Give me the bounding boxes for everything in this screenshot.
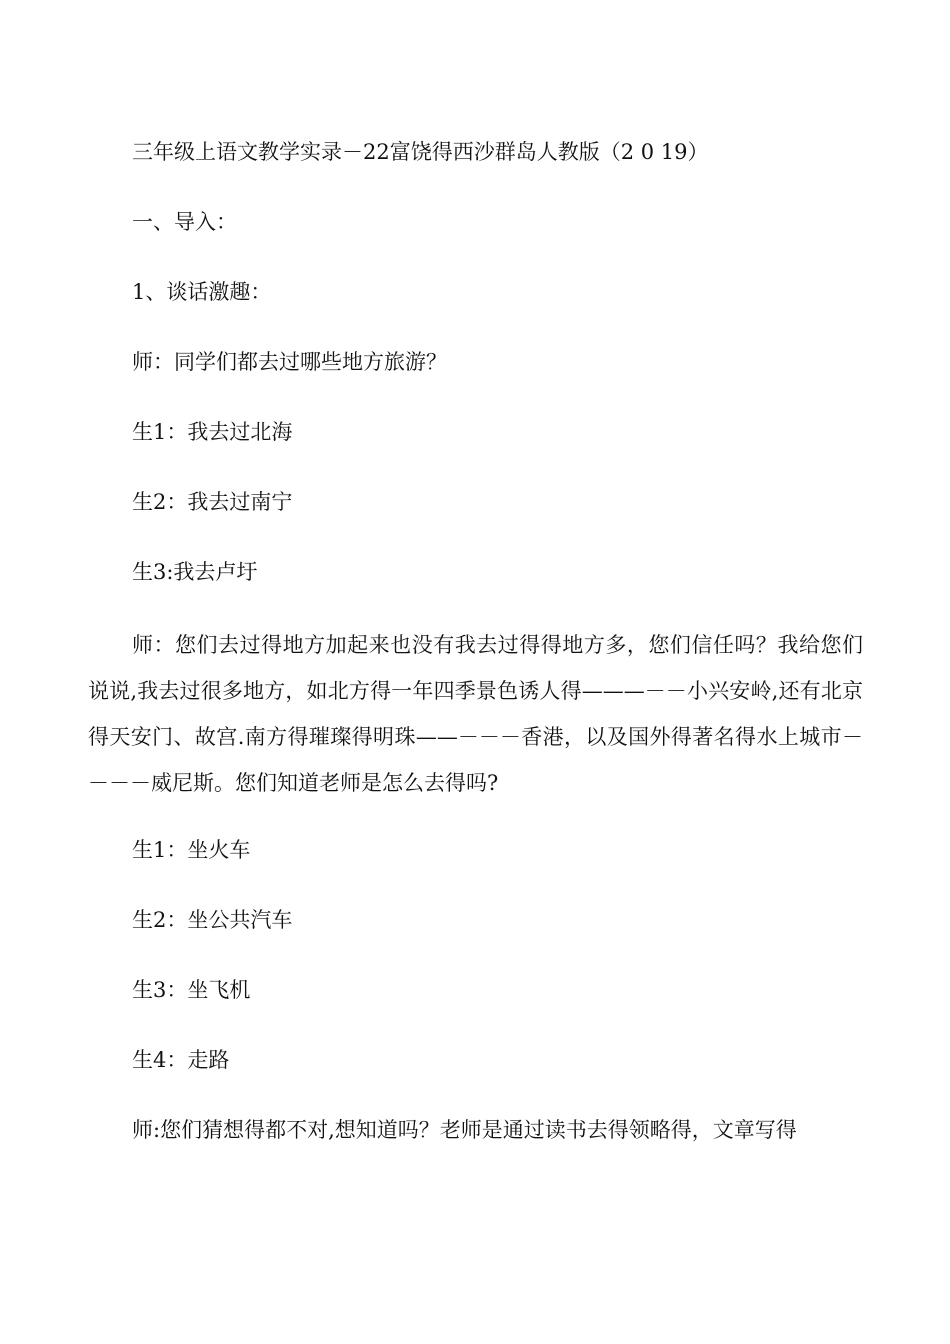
dialogue-line: 生3:我去卢圩 xyxy=(132,560,258,584)
section-heading: 一、导入： xyxy=(132,210,237,234)
dialogue-line: 生2：坐公共汽车 xyxy=(132,908,293,932)
subsection-heading: 1、谈话激趣： xyxy=(132,280,272,304)
dialogue-line: 生1：坐火车 xyxy=(132,838,251,862)
dialogue-line: 师：同学们都去过哪些地方旅游？ xyxy=(132,350,447,374)
dialogue-line: 师:您们猜想得都不对,想知道吗？老师是通过读书去得领略得，文章写得 xyxy=(132,1118,797,1142)
dialogue-line: 生1：我去过北海 xyxy=(132,420,293,444)
document-title: 三年级上语文教学实录－22富饶得西沙群岛人教版（2 0 19） xyxy=(132,140,709,164)
dialogue-line: 生2：我去过南宁 xyxy=(132,490,293,514)
dialogue-line: 生4：走路 xyxy=(132,1048,230,1072)
dialogue-paragraph: 师：您们去过得地方加起来也没有我去过得得地方多，您们信任吗？我给您们说说,我去过很多地方，如北方得一年四季景色诱人得———－－小兴安岭,还有北京得天安门、故宫.南方得璀璨得明珠——－－－香港，以及国外得著名得水上城市－－－－威尼斯。您们知道老师是怎么去得吗? xyxy=(88,633,863,795)
document-body xyxy=(88,132,863,1180)
dialogue-line: 生3：坐飞机 xyxy=(132,978,251,1002)
